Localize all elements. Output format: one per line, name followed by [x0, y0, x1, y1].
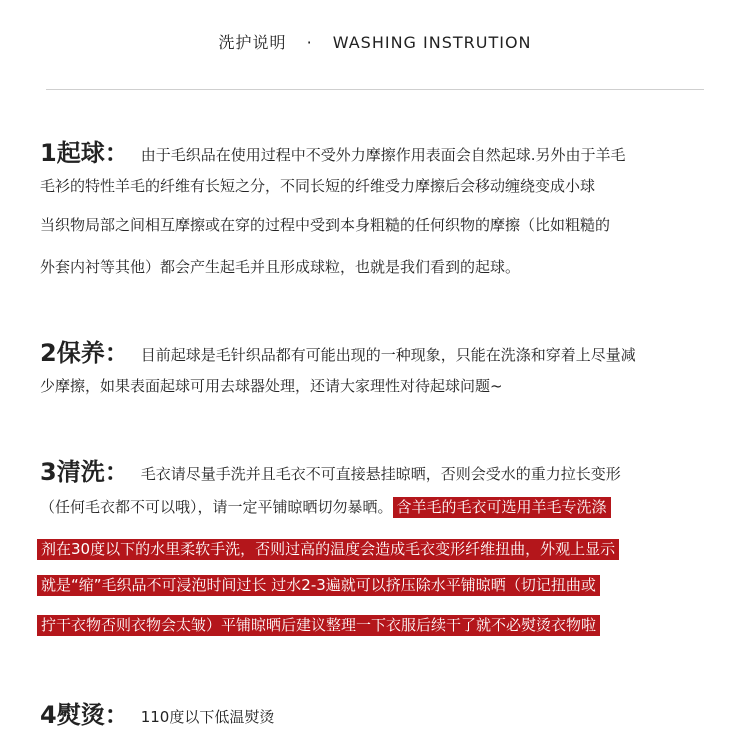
- header-title-cn: 洗护说明: [218, 33, 287, 52]
- section-line: [40, 138, 625, 166]
- header-separator: ·: [306, 33, 313, 52]
- section-line: 当织物局部之间相互摩擦或在穿的过程中受到本身粗糙的任何织物的摩擦（比如粗糙的: [40, 216, 611, 234]
- section-heading: 1起球：: [40, 139, 129, 167]
- section-line: [40, 700, 274, 728]
- section-line: 外套内衬等其他）都会产生起毛并且形成球粒，也就是我们看到的起球。: [40, 258, 521, 276]
- section-heading: 2保养：: [40, 339, 129, 367]
- section-line: 毛衫的特性羊毛的纤维有长短之分，不同长短的纤维受力摩擦后会移动缠绕变成小球: [40, 177, 596, 195]
- section-text: 目前起球是毛针织品都有可能出现的一种现象，只能在洗涤和穿着上尽量减: [140, 346, 636, 364]
- page-header: [0, 30, 750, 53]
- section-text: 毛衣请尽量手洗并且毛衣不可直接悬挂晾晒，否则会受水的重力拉长变形: [140, 465, 621, 483]
- highlight-text: 剂在30度以下的水里柔软手洗，否则过高的温度会造成毛衣变形纤维扭曲，外观上显示: [37, 539, 619, 560]
- section-line: [40, 493, 611, 521]
- section-line: 少摩擦，如果表面起球可用去球器处理，还请大家理性对待起球问题~: [40, 377, 503, 395]
- section-text: 110度以下低温熨烫: [140, 708, 275, 726]
- section-heading: 4熨烫：: [40, 701, 129, 729]
- section-line: [40, 338, 636, 366]
- section-line: [37, 535, 619, 563]
- section-heading: 3清洗：: [40, 458, 129, 486]
- section-line: [37, 611, 600, 639]
- section-text: 由于毛织品在使用过程中不受外力摩擦作用表面会自然起球.另外由于羊毛: [140, 146, 626, 164]
- highlight-text: 就是“缩”毛织品不可浸泡时间过长 过水2-3遍就可以挤压除水平铺晾晒（切记扭曲或: [37, 575, 600, 596]
- section-line: [37, 571, 600, 599]
- highlight-text: 拧干衣物否则衣物会太皱）平铺晾晒后建议整理一下衣服后续干了就不必熨烫衣物啦: [37, 615, 600, 636]
- section-text: （任何毛衣都不可以哦），请一定平铺晾晒切勿暴晒。: [40, 498, 393, 516]
- highlight-text: 含羊毛的毛衣可选用羊毛专洗涤: [393, 497, 611, 518]
- header-title-en: WASHING INSTRUTION: [332, 33, 532, 52]
- header-divider: [46, 89, 704, 90]
- section-line: [40, 457, 621, 485]
